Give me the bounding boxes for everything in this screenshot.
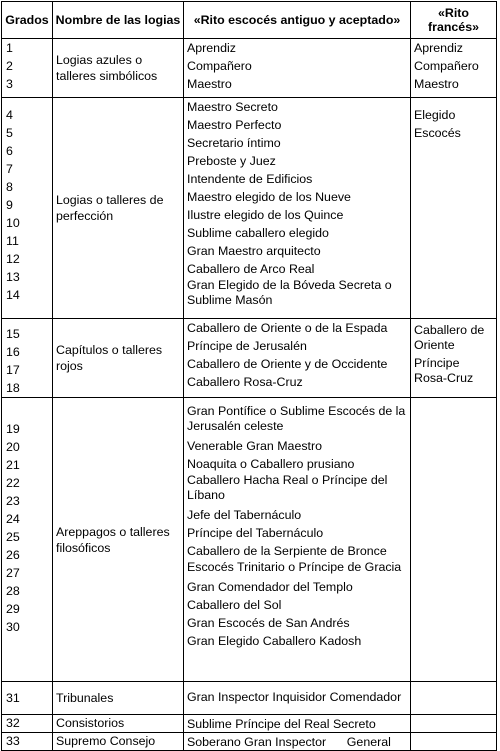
grado-number: 27 bbox=[6, 566, 20, 580]
escoces-degree: Intendente de Edificios bbox=[187, 172, 313, 186]
grado-number: 33 bbox=[6, 734, 20, 748]
table-row bbox=[2, 682, 497, 715]
header-grados: Grados bbox=[2, 2, 53, 39]
nombre-cell bbox=[53, 715, 184, 733]
grado-number: 5 bbox=[6, 126, 13, 140]
frances-cell bbox=[411, 733, 497, 751]
escoces-cell bbox=[184, 715, 411, 733]
grado-number: 4 bbox=[6, 108, 13, 122]
escoces-degree: Sublime caballero elegido bbox=[187, 226, 329, 240]
frances-cell bbox=[411, 319, 497, 398]
nombre-cell bbox=[53, 398, 184, 682]
grado-number: 18 bbox=[6, 381, 20, 395]
escoces-degree: Caballero de la Serpiente de Bronce bbox=[187, 544, 387, 558]
escoces-degree: Caballero Rosa-Cruz bbox=[187, 375, 303, 389]
table-row bbox=[2, 319, 497, 398]
nombre-cell bbox=[53, 319, 184, 398]
grado-number: 7 bbox=[6, 162, 13, 176]
grado-number: 15 bbox=[6, 327, 20, 341]
frances-cell bbox=[411, 398, 497, 682]
escoces-degree: Gran Pontífice o Sublime Escocés de la Jerusalén celeste bbox=[187, 404, 406, 433]
logia-name: Consistorios bbox=[56, 716, 125, 730]
grados-cell bbox=[2, 733, 53, 751]
grado-number: 20 bbox=[6, 440, 20, 454]
escoces-degree: Gran Escocés de San Andrés bbox=[187, 616, 350, 630]
frances-degree: Caballero de Oriente bbox=[414, 323, 485, 352]
grado-number: 23 bbox=[6, 494, 20, 508]
grado-number: 25 bbox=[6, 530, 20, 544]
ranks-table bbox=[1, 1, 497, 751]
grado-number: 22 bbox=[6, 476, 20, 490]
grado-number: 3 bbox=[6, 77, 13, 91]
grado-number: 1 bbox=[6, 41, 13, 55]
grados-cell bbox=[2, 715, 53, 733]
grado-number: 31 bbox=[6, 690, 20, 705]
grado-number: 12 bbox=[6, 252, 20, 266]
escoces-degree: Sublime Príncipe del Real Secreto bbox=[187, 716, 376, 731]
escoces-cell bbox=[184, 733, 411, 751]
escoces-degree: Gran Elegido Caballero Kadosh bbox=[187, 634, 362, 648]
escoces-degree: Caballero Hacha Real o Príncipe del Líbano bbox=[187, 473, 388, 502]
escoces-degree: Maestro bbox=[187, 77, 232, 91]
escoces-degree: Ilustre elegido de los Quince bbox=[187, 208, 344, 222]
escoces-degree: Preboste y Juez bbox=[187, 154, 276, 168]
grado-number: 14 bbox=[6, 288, 20, 302]
grados-cell bbox=[2, 682, 53, 715]
escoces-degree: Maestro Perfecto bbox=[187, 118, 282, 132]
escoces-cell bbox=[184, 682, 411, 715]
logia-name: Logias o talleres de perfección bbox=[56, 193, 164, 223]
grado-number: 9 bbox=[6, 198, 13, 212]
logia-name: Supremo Consejo bbox=[56, 734, 156, 748]
escoces-degree: Caballero del Sol bbox=[187, 598, 282, 612]
frances-degree: Elegido bbox=[414, 108, 456, 122]
frances-cell bbox=[411, 39, 497, 98]
escoces-cell bbox=[184, 398, 411, 682]
frances-degree: Aprendiz bbox=[414, 41, 463, 55]
document-page bbox=[1, 1, 497, 751]
grado-number: 28 bbox=[6, 584, 20, 598]
escoces-cell bbox=[184, 98, 411, 319]
escoces-degree: Venerable Gran Maestro bbox=[187, 439, 322, 453]
grado-number: 2 bbox=[6, 59, 13, 73]
logia-name: Capítulos o talleres rojos bbox=[56, 343, 163, 373]
header-row bbox=[2, 2, 497, 39]
table-row bbox=[2, 733, 497, 751]
grado-number: 17 bbox=[6, 363, 20, 377]
table-row bbox=[2, 39, 497, 98]
logia-name: Tribunales bbox=[56, 690, 114, 705]
escoces-degree: Caballero de Oriente y de Occidente bbox=[187, 357, 388, 371]
grado-number: 21 bbox=[6, 458, 20, 472]
frances-cell bbox=[411, 682, 497, 715]
frances-cell bbox=[411, 715, 497, 733]
escoces-degree: Maestro Secreto bbox=[187, 100, 278, 114]
escoces-degree: Aprendiz bbox=[187, 41, 236, 55]
escoces-degree: Maestro elegido de los Nueve bbox=[187, 190, 351, 204]
grado-number: 16 bbox=[6, 345, 20, 359]
grado-number: 26 bbox=[6, 548, 20, 562]
escoces-degree: Secretario íntimo bbox=[187, 136, 281, 150]
grados-cell bbox=[2, 98, 53, 319]
table-row bbox=[2, 715, 497, 733]
frances-degree: Príncipe Rosa-Cruz bbox=[414, 356, 474, 385]
nombre-cell bbox=[53, 39, 184, 98]
frances-degree: Maestro bbox=[414, 77, 459, 91]
grado-number: 10 bbox=[6, 216, 20, 230]
table-row bbox=[2, 398, 497, 682]
grado-number: 19 bbox=[6, 422, 20, 436]
grado-number: 32 bbox=[6, 716, 20, 730]
grados-cell bbox=[2, 398, 53, 682]
grado-number: 13 bbox=[6, 270, 20, 284]
escoces-degree: Gran Inspector Inquisidor Comendador bbox=[187, 689, 402, 704]
header-escoces: «Rito escocés antiguo y aceptado» bbox=[184, 2, 411, 39]
escoces-degree: Príncipe del Tabernáculo bbox=[187, 526, 324, 540]
frances-degree: Compañero bbox=[414, 59, 479, 73]
nombre-cell bbox=[53, 682, 184, 715]
escoces-degree: Príncipe de Jerusalén bbox=[187, 339, 307, 353]
escoces-degree: Escocés Trinitario o Príncipe de Gracia bbox=[187, 560, 402, 574]
grado-number: 29 bbox=[6, 602, 20, 616]
grados-cell bbox=[2, 319, 53, 398]
header-nombre: Nombre de las logias bbox=[53, 2, 184, 39]
grado-number: 6 bbox=[6, 144, 13, 158]
escoces-degree: Gran Maestro arquitecto bbox=[187, 244, 321, 258]
nombre-cell bbox=[53, 733, 184, 751]
escoces-degree: Soberano Gran Inspector General bbox=[187, 734, 391, 749]
logia-name: Logias azules o talleres simbólicos bbox=[56, 53, 158, 83]
escoces-degree: Compañero bbox=[187, 59, 252, 73]
grado-number: 11 bbox=[6, 234, 19, 248]
escoces-degree: Noaquita o Caballero prusiano bbox=[187, 457, 355, 471]
frances-degree: Escocés bbox=[414, 126, 461, 140]
escoces-degree: Caballero de Oriente o de la Espada bbox=[187, 321, 388, 335]
escoces-degree: Jefe del Tabernáculo bbox=[187, 508, 302, 522]
escoces-cell bbox=[184, 39, 411, 98]
grado-number: 30 bbox=[6, 620, 20, 634]
escoces-degree: Caballero de Arco Real bbox=[187, 262, 315, 276]
grado-number: 8 bbox=[6, 180, 13, 194]
header-frances: «Rito francés» bbox=[411, 2, 497, 39]
grados-cell bbox=[2, 39, 53, 98]
escoces-degree: Gran Comendador del Templo bbox=[187, 580, 353, 594]
escoces-degree: Gran Elegido de la Bóveda Secreta o Sublime Masón bbox=[187, 278, 392, 307]
logia-name: Areppagos o talleres filosóficos bbox=[56, 524, 170, 555]
grado-number: 24 bbox=[6, 512, 20, 526]
nombre-cell bbox=[53, 98, 184, 319]
escoces-cell bbox=[184, 319, 411, 398]
table-row bbox=[2, 98, 497, 319]
frances-cell bbox=[411, 98, 497, 319]
